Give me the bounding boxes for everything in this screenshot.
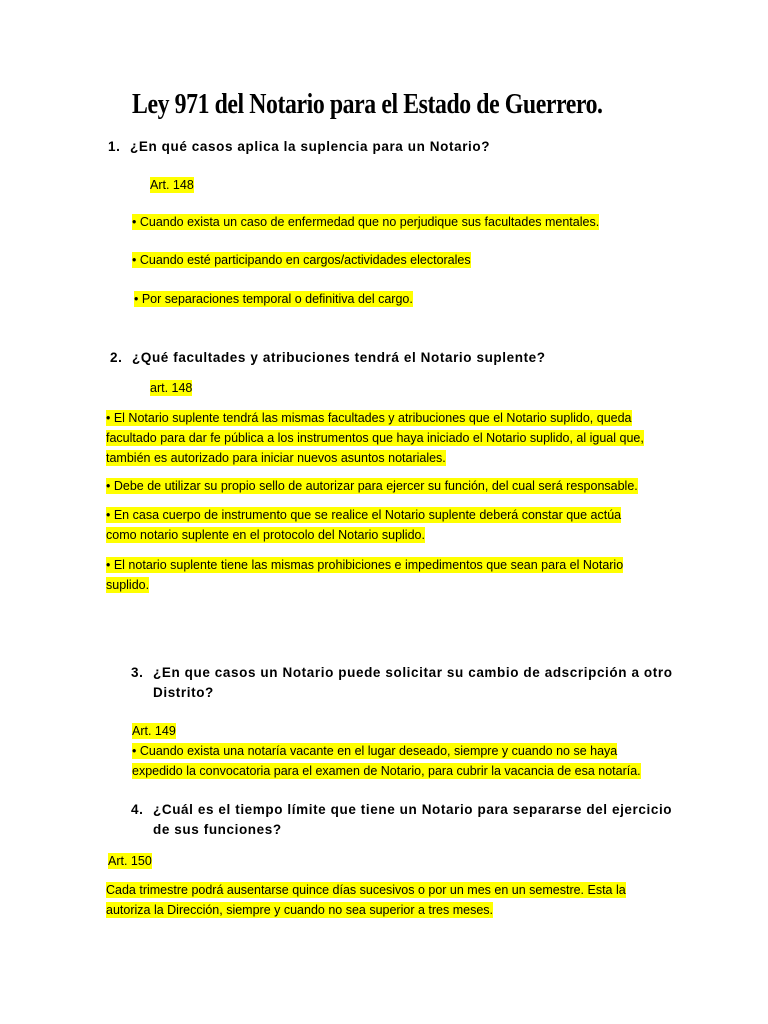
q4-article-label: Art. 150 <box>108 854 152 868</box>
q1-item-3: • Por separaciones temporal o definitiva del cargo. <box>134 292 413 306</box>
question-1-number: 1. <box>108 139 121 154</box>
q2-item-1: • El Notario suplente tendrá las mismas facultades y atribuciones que el Notario suplido, queda facultado para dar fe pública a los instrumentos que haya iniciado el Notario suplido, al igual que, también es autorizado para iniciar nuevos asuntos notariales. <box>106 411 644 465</box>
question-3-number: 3. <box>131 665 144 680</box>
q4-item-1: Cada trimestre podrá ausentarse quince días sucesivos o por un mes en un semestre. Esta la autoriza la Dirección, siempre y cuando no sea superior a tres meses. <box>106 883 626 917</box>
question-3-text: ¿En que casos un Notario puede solicitar su cambio de adscripción a otro Distrito? <box>153 665 673 700</box>
question-1 <box>108 137 690 157</box>
q2-item-4: • El notario suplente tiene las mismas prohibiciones e impedimentos que sean para el Notario suplido. <box>106 558 624 592</box>
question-2 <box>110 348 692 368</box>
q1-item-2: • Cuando esté participando en cargos/actividades electorales <box>132 253 471 267</box>
question-2-text: ¿Qué facultades y atribuciones tendrá el Notario suplente? <box>132 350 546 365</box>
q2-article <box>150 378 192 398</box>
question-2-number: 2. <box>110 350 123 365</box>
question-3 <box>131 663 673 703</box>
question-4-text: ¿Cuál es el tiempo límite que tiene un Notario para separarse del ejercicio de sus funciones? <box>153 802 673 837</box>
q1-item-1: • Cuando exista un caso de enfermedad que no perjudique sus facultades mentales. <box>132 215 600 229</box>
q4-article <box>108 851 152 871</box>
q2-item-2: • Debe de utilizar su propio sello de autorizar para ejercer su función, del cual será responsable. <box>106 479 638 493</box>
question-4 <box>131 800 673 840</box>
q3-item-1: • Cuando exista una notaría vacante en el lugar deseado, siempre y cuando no se haya expedido la convocatoria para el examen de Notario, para cubrir la vacancia de esa notaría. <box>132 744 641 778</box>
document-title: Ley 971 del Notario para el Estado de Guerrero. <box>132 88 603 120</box>
question-4-number: 4. <box>131 802 144 817</box>
question-1-text: ¿En qué casos aplica la suplencia para un Notario? <box>130 139 491 154</box>
q3-article <box>132 721 176 741</box>
q1-article-label: Art. 148 <box>150 178 194 192</box>
q3-article-label: Art. 149 <box>132 724 176 738</box>
q2-article-label: art. 148 <box>150 381 193 395</box>
q2-item-3: • En casa cuerpo de instrumento que se realice el Notario suplente deberá constar que actúa como notario suplente en el protocolo del Notario suplido. <box>106 508 622 542</box>
q1-article <box>150 175 194 195</box>
